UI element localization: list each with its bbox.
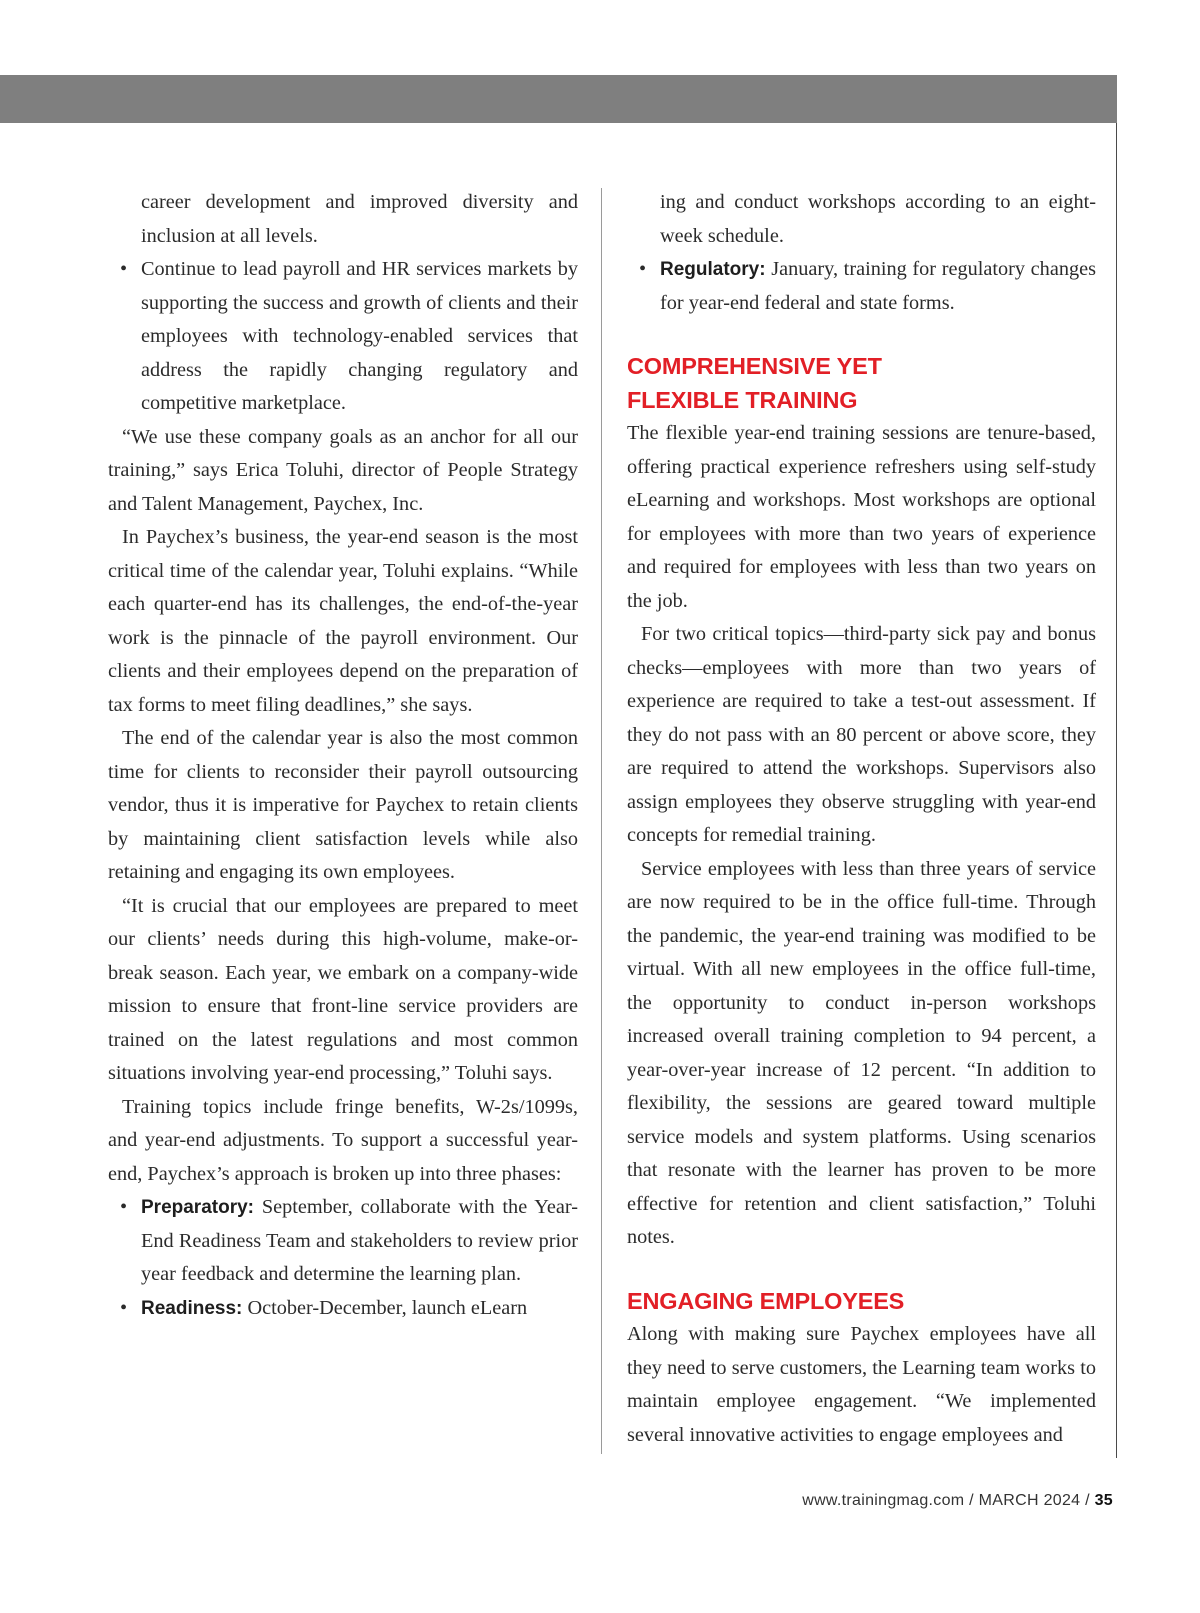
page-edge-rule <box>1116 123 1117 1458</box>
body-paragraph: Along with making sure Paychex employees have all they need to serve customers, the Learning team works to maintain employee engagement. “We implemented several innovative activities to engage employees and <box>627 1323 1096 1446</box>
footer-text: www.trainingmag.com / MARCH 2024 / <box>802 1492 1095 1509</box>
section-heading: ENGAGING EMPLOYEES <box>627 1287 905 1314</box>
body-paragraph: For two critical topics—third-party sick pay and bonus checks—employees with more than two years of experience are required to take a test-out assessment. If they do not pass with an 80 percent or above score, they are required to attend the workshops. Supervisors also assign employees they observe struggling with year-end concepts for remedial training. <box>627 623 1096 846</box>
phase-label: Readiness: <box>141 1297 243 1319</box>
list-item-preparatory <box>108 1191 578 1292</box>
body-paragraph: The end of the calendar year is also the most common time for clients to reconsider their payroll outsourcing vendor, thus it is imperative for Paychex to retain clients by maintaining client satisfaction levels while also retaining and engaging its own employees. <box>108 727 578 883</box>
body-paragraph: “It is crucial that our employees are prepared to meet our clients’ needs during this high-volume, make-or-break season. Each year, we embark on a company-wide mission to ensure that front-line service providers are trained on the latest regulations and most common situations involving year-end processing,” Toluhi says. <box>108 894 578 1084</box>
phase-label: Preparatory: <box>141 1197 254 1218</box>
phase-label: Regulatory: <box>660 259 766 280</box>
page-footer <box>802 1492 1113 1510</box>
body-paragraph: The flexible year-end training sessions are tenure-based, offering practical experience refreshers using self-study eLearning and workshops. Most workshops are optional for employees with more than two years of experience and required for employees with less than two years on the job. <box>627 422 1096 612</box>
right-column <box>627 186 1096 1452</box>
left-column <box>108 186 578 1325</box>
section-heading-line: FLEXIBLE TRAINING <box>627 386 858 413</box>
body-paragraph: Service employees with less than three years of service are now required to be in the office full-time. Through the pandemic, the year-end training was modified to be virtual. With all new employees in the office full-time, the opportunity to conduct in-person workshops increased overall training completion to 94 percent, a year-over-year increase of 12 percent. “In addition to flexibility, the sessions are geared toward multiple service models and system platforms. Using scenarios that resonate with the learner has proven to be more effective for retention and client satisfaction,” Toluhi notes. <box>627 857 1096 1248</box>
phases-list-continued <box>627 186 1096 320</box>
section-heading <box>627 350 1096 417</box>
list-item <box>108 186 578 253</box>
list-item <box>108 253 578 421</box>
bullet-continuation-text: ing and conduct workshops according to an eight-week schedule. <box>660 191 1096 247</box>
list-item-regulatory <box>627 253 1096 320</box>
bullet-text: Continue to lead payroll and HR services markets by supporting the success and growth of clients and their employees with technology-enabled services that address the rapidly changing regulatory and competitive marketplace. <box>141 258 578 414</box>
phase-text: September, collaborate with the Year-End Readiness Team and stakeholders to review prior year feedback and determine the learning plan. <box>141 1196 578 1285</box>
phase-text: January, training for regulatory changes for year-end federal and state forms. <box>660 258 1096 314</box>
bullet-continuation-text: career development and improved diversity and inclusion at all levels. <box>141 191 578 247</box>
body-paragraph: In Paychex’s business, the year-end season is the most critical time of the calendar year, Toluhi explains. “While each quarter-end has its challenges, the end-of-the-year work is the pinnacle of the payroll environment. Our clients and their employees depend on the preparation of tax forms to meet filing deadlines,” she says. <box>108 526 578 716</box>
body-paragraph: Training topics include fringe benefits, W-2s/1099s, and year-end adjustments. To support a successful year-end, Paychex’s approach is broken up into three phases: <box>108 1095 578 1185</box>
list-item <box>627 186 1096 253</box>
list-item-readiness <box>108 1292 578 1326</box>
section-heading-line: COMPREHENSIVE YET <box>627 353 882 379</box>
page-number: 35 <box>1094 1492 1113 1509</box>
phase-text: October-December, launch eLearn <box>242 1296 528 1319</box>
body-paragraph: “We use these company goals as an anchor for all our training,” says Erica Toluhi, director of People Strategy and Talent Management, Paychex, Inc. <box>108 425 578 515</box>
goals-list <box>108 186 578 421</box>
column-divider <box>601 188 602 1454</box>
phases-list <box>108 1191 578 1325</box>
header-band <box>0 75 1117 123</box>
